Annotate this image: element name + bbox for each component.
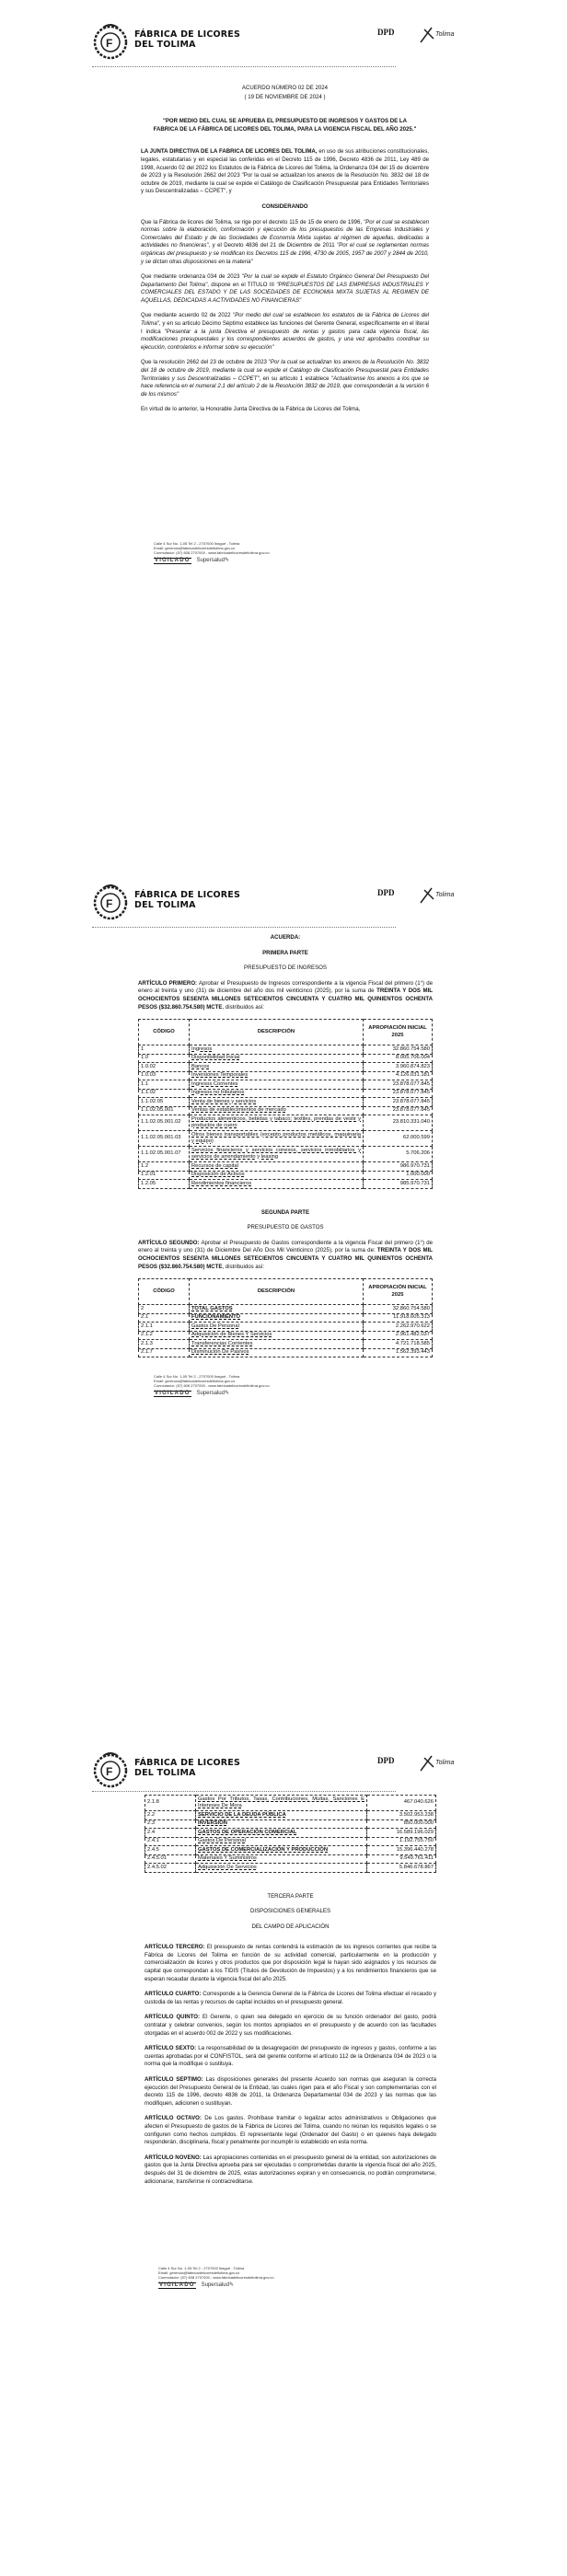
svg-text:F: F xyxy=(106,37,113,50)
row-value: 986.970.731 xyxy=(364,1162,433,1172)
brand-name: FÁBRICA DE LICORES DEL TOLIMA xyxy=(134,1758,241,1778)
table-row xyxy=(139,1162,433,1172)
header-rule xyxy=(92,66,396,70)
article-paragraph xyxy=(145,2154,436,2186)
supersalud-seal-icon: ✎ xyxy=(224,1391,229,1396)
row-code: 1.2.05 xyxy=(139,1180,190,1189)
considerando-heading: CONSIDERANDO xyxy=(261,202,308,210)
table-row xyxy=(145,1837,436,1846)
col-header-codigo: CÓDIGO xyxy=(139,1279,190,1305)
col-header-descripcion: DESCRIPCIÓN xyxy=(190,1279,364,1305)
row-description: Inversiones Temporales xyxy=(190,1071,364,1080)
table-row xyxy=(139,1098,433,1107)
row-code: 2.1.1 xyxy=(139,1323,190,1332)
row-code: 2.4.1 xyxy=(145,1837,196,1846)
table-row xyxy=(139,1348,433,1357)
considerando-paragraph-3: Que mediante acuerdo 02 de 2022 "Por medio del cual se establecen los estatutos de la Fábrica de Licores del Tolima", y en su articulo Décimo Séptimo establece las funciones del Gerente General, específicamente en el literal I indica "Presentar a la junta Directiva el presupuesto de rentas y gastos para cada vigencia fiscal, las modificaciones presupuestales y los correspondientes acuerdos de gastos, y una vez aprobados coordinar su ejecución, controlarlos e informar sobre su ejecución" xyxy=(141,312,429,351)
row-code: 2.4 xyxy=(145,1829,196,1838)
table-row xyxy=(139,1180,433,1189)
tolima-logo-icon xyxy=(419,884,469,905)
table-row xyxy=(139,1106,433,1115)
table-row xyxy=(139,1115,433,1131)
svg-text:Tolima: Tolima xyxy=(435,31,455,38)
row-description: Recursos de capital xyxy=(190,1162,364,1172)
row-value: 2.961.482.037 xyxy=(364,1331,433,1340)
articulo-primero: ARTÍCULO PRIMERO: Aprobar el Presupuesto de Ingresos correspondiente a la vigencia Fiscal del primero (1°) de enero al treinta y uno (31) de diciembre del año dos mil veinticinco (2025), por la suma de TREINTA Y DOS MIL OCHOCIENTOS SESENTA MILLONES SETECIENTOS CINCUENTA Y CUATRO MIL QUINIENTOS OCHENTA PESOS ($32.860.754.580) MCTE, distribuidos así: xyxy=(138,979,433,1011)
row-description: Bancos xyxy=(190,1063,364,1072)
supersalud-label: Supersalud xyxy=(201,2282,229,2288)
row-description: Adquisición de Bienes Y Servicios xyxy=(190,1331,364,1340)
svg-text:Tolima: Tolima xyxy=(435,892,455,898)
row-description: Otros bienes transportables (excepto productos metálicos, maquinaria y equipo) xyxy=(190,1131,364,1147)
vigilado-label: VIGILADO xyxy=(155,1391,191,1396)
row-code: 2.4.5 xyxy=(145,1846,196,1855)
table-row xyxy=(139,1089,433,1098)
svg-text:F: F xyxy=(106,1765,113,1778)
row-code: 1.2.01 xyxy=(139,1171,190,1180)
row-value: 1.562.393.443 xyxy=(364,1348,433,1357)
article-paragraph xyxy=(145,1991,436,2006)
ingresos-table xyxy=(138,1019,433,1189)
dpd-logo: DPD xyxy=(377,1756,395,1765)
row-code: 1.1 xyxy=(139,1080,190,1090)
article-paragraph xyxy=(145,2076,436,2108)
articulo-segundo: ARTÍCULO SEGUNDO: Aprobar el Presupuesto de Gastos correspondiente a la vigencia Fiscal del primero (1°) de enero al treinta y uno (31) de Diciembre Del Año Dos Mil Veinticinco (2025), por la suma de: TREINTA Y DOS MIL OCHOCIENTOS SESENTA MILLONES SETECIENTOS CINCUENTA Y CUATRO MIL QUINIENTOS OCHENTA PESOS ($32.860.754.580) MCTE, distribuidos así: xyxy=(138,1239,434,1270)
row-description: SERVICIO DE LA DEUDA PÚBLICA xyxy=(196,1811,367,1820)
articles-list xyxy=(145,1944,436,2186)
article-text: Corresponde a la Gerencia General de la Fábrica de Licores del Tolima efectuar el recaudo y custodia de las rentas y recursos de capital incluidos en el presupuesto general. xyxy=(145,1991,436,2005)
row-value: 32.860.754.580 xyxy=(364,1305,433,1314)
table-row xyxy=(139,1313,433,1323)
row-value: 8.005.706.004 xyxy=(364,1054,433,1063)
fabrica-licores-logo-icon xyxy=(92,883,129,921)
gastos-table-continued xyxy=(145,1795,436,1873)
article-paragraph xyxy=(145,2115,436,2146)
row-value: 16.589.196.029 xyxy=(367,1829,436,1838)
dpd-logo: DPD xyxy=(377,888,395,897)
table-row xyxy=(139,1131,433,1147)
row-description: Gastos Por Tributos, Tasas, Contribuciones, Multas, Sanciones E Intereses De Mora xyxy=(196,1796,367,1811)
article-paragraph xyxy=(145,1944,436,1983)
row-description: Ingresos Corrientes xyxy=(190,1080,364,1090)
article-label: ARTÍCULO TERCERO: xyxy=(145,1944,205,1951)
row-code: 1.1.02.05.001 xyxy=(139,1106,190,1115)
article-label: ARTÍCULO SEPTIMO: xyxy=(145,2076,203,2083)
row-description: Materiales Y Suministros xyxy=(196,1854,367,1864)
table-row xyxy=(139,1054,433,1063)
row-description: GASTOS DE OPERACIÓN COMERCIAL xyxy=(196,1829,367,1838)
document-page-2 xyxy=(0,861,567,1716)
row-code: 1.1.02 xyxy=(139,1089,190,1098)
article-text: La responsabilidad de la desagregación del presupuesto de ingresos y gastos, conforme a las cuentas aprobadas por el CONFISTOL, será del gerente conforme el artículo 112 de la Ordenanza 034 de 2023 o la norma que la modifique o sustituya. xyxy=(145,2045,436,2068)
row-description: Ingresos xyxy=(190,1045,364,1055)
row-value: 62.000.599 xyxy=(364,1131,433,1147)
row-code: 1.2 xyxy=(139,1162,190,1172)
row-value: 5.846.678.867 xyxy=(367,1864,436,1873)
svg-text:Tolima: Tolima xyxy=(435,1760,455,1766)
tolima-logo-icon xyxy=(419,24,469,44)
table-row xyxy=(139,1340,433,1349)
intro-paragraph: LA JUNTA DIRECTIVA DE LA FABRICA DE LICORES DEL TOLIMA, en uso de sus atribuciones constitucionales, legales, estatutarias y en especial las conferidas en el Decreto 115 de 1996, Decreto 4836 de 2011, Ley 489 de 1998, Acuerdo 02 del 2022 los Estatutos de la Fábrica de Licores del Tolima, la Ordenanza 034 del 15 de diciembre de 2023 y la Resolución 2662 del 2023 "Por la cual se actualizan los anexos de la Resolución No. 3832 del 18 de octubre de 2019, mediante la cual se expide el Catálogo de Clasificación Presupuestal para Entidades Territoriales y sus Descentralizadas – CCPET", y xyxy=(141,148,430,195)
document-page-1 xyxy=(0,0,567,856)
row-description: Ingresos no tributarios xyxy=(190,1089,364,1098)
row-value: 23.810.331.040 xyxy=(364,1115,433,1131)
row-value: 2.262.970.622 xyxy=(364,1323,433,1332)
row-value: 850.000.000 xyxy=(367,1819,436,1829)
row-value: 467.040.626 xyxy=(367,1796,436,1811)
row-code: 1.1.02.05.001.02 xyxy=(139,1115,190,1131)
col-header-apropiacion: APROPIACIÓN INICIAL 2025 xyxy=(364,1020,433,1045)
row-code: 2.4.5.01 xyxy=(145,1854,196,1864)
table-row xyxy=(139,1071,433,1080)
campo-aplicacion-heading: DEL CAMPO DE APLICACIÓN xyxy=(251,1923,330,1930)
table-row xyxy=(145,1829,436,1838)
table-row xyxy=(145,1796,436,1811)
row-description: Gastos De Personal xyxy=(196,1837,367,1846)
primera-parte-heading: PRIMERA PARTE xyxy=(262,949,308,956)
article-label: ARTÍCULO NOVENO: xyxy=(145,2154,202,2161)
row-code: 2.1 xyxy=(139,1313,190,1323)
row-code: 2.4.5.02 xyxy=(145,1864,196,1873)
supersalud-label: Supersalud xyxy=(196,1391,225,1396)
row-description: INVERSIÓN xyxy=(196,1819,367,1829)
row-description: Gastos De Personal xyxy=(190,1323,364,1332)
row-code: 2.1.3 xyxy=(139,1340,190,1349)
brand-name: FÁBRICA DE LICORES DEL TOLIMA xyxy=(134,890,241,910)
row-value: 32.860.754.580 xyxy=(364,1045,433,1055)
row-value: 1.000.000 xyxy=(364,1171,433,1180)
vigilado-label: VIGILADO xyxy=(159,2282,195,2288)
page1-body xyxy=(141,85,429,422)
row-description: Disponibilidad Inicial xyxy=(190,1054,364,1063)
row-description: Productos alimenticios, bebidas y tabaco; textiles, prendas de vestir y productos de cuero xyxy=(190,1115,364,1131)
row-value: 5.706.206 xyxy=(364,1147,433,1162)
article-text: El presupuesto de rentas contendrá la estimación de los ingresos corrientes que recibe la Fábrica de Licores del Tolima en función de su actividad comercial, particularmente en la producción y comercialización de licores y otros productos que por disposición legal le hayan sido asignados y los recursos de capital que correspondan a los TIDIS (Títulos de Devolución de Impuestos) y a los rendimientos financieros que se esperan recaudar durante la vigencia fiscal del año 2025. xyxy=(145,1944,437,1982)
brand-name: FÁBRICA DE LICORES DEL TOLIMA xyxy=(134,29,241,50)
article-text: Las disposiciones generales del presente Acuerdo son normas que aseguran la correcta ejecución del Presupuesto General de la Entidad, las cuales rigen para el año Fiscal y son complementarias con el decreto 115 de 1996, decreto 4836 de 2011, la Ordenanza Departamental 034 de 2023 y las normas que las modifiquen, adicionen o sustituyan. xyxy=(145,2076,436,2107)
supersalud-seal-icon: ✎ xyxy=(228,2282,234,2288)
col-header-descripcion: DESCRIPCIÓN xyxy=(190,1020,364,1045)
col-header-codigo: CÓDIGO xyxy=(139,1020,190,1045)
row-code: 2.1.8 xyxy=(145,1796,196,1811)
article-paragraph xyxy=(145,2014,436,2038)
row-code: 1.0 xyxy=(139,1054,190,1063)
row-description: TOTAL GASTOS xyxy=(190,1305,364,1314)
disposiciones-heading: DISPOSICIONES GENERALES xyxy=(249,1908,331,1915)
page-footer: Calle 4 Sur No. 1-05 Tel 2 - 2707000 Ibagué - Tolima Email: gerencia@fabricadelicoresdeltolima.gov.co Conmutador: (57) 608 2707000 - www.fabricadelicoresdeltolima.gov.co VIGILADO Supersalud✎ xyxy=(154,541,270,563)
row-code: 1 xyxy=(139,1045,190,1055)
acuerdo-title: "POR MEDIO DEL CUAL SE APRUEBA EL PRESUPUESTO DE INGRESOS Y GASTOS DE LA FABRICA DE LA FÁBRICA DE LICORES DEL TOLIMA, PARA LA VIGENCIA FISCAL DEL AÑO 2025." xyxy=(153,118,417,133)
table-row xyxy=(139,1147,433,1162)
table-row xyxy=(145,1819,436,1829)
row-value: 4.721.718.585 xyxy=(364,1340,433,1349)
row-description: Ventas de establecimientos de mercado xyxy=(190,1106,364,1115)
article-text: Las apropiaciones contenidas en el presupuesto general de la entidad, son autorizaciones de gastos que la Junta Directiva aprueba para ser ejecutadas o comprometidas durante la vigencia fiscal del año 2025, después del 31 de diciembre de 2025, estas autorizaciones expiran y en consecuencia, no podrán comprometerse, adicionarse, transferirse ni contracreditarse. xyxy=(145,2154,436,2185)
row-value: 11.918.605.313 xyxy=(364,1313,433,1323)
tercera-parte-heading: TERCERA PARTE xyxy=(267,1892,314,1900)
row-description: Disminución De Pasivos xyxy=(190,1348,364,1357)
vigilado-label: VIGILADO xyxy=(155,558,191,563)
row-description: Rendimientos financieros xyxy=(190,1180,364,1189)
row-value: 23.878.077.845 xyxy=(364,1089,433,1098)
letterhead xyxy=(92,883,479,929)
row-code: 2.1.7 xyxy=(139,1348,190,1357)
row-value: 985.970.731 xyxy=(364,1180,433,1189)
row-value: 1.192.755.750 xyxy=(367,1837,436,1846)
article-label: ARTÍCULO SEXTO: xyxy=(145,2045,197,2052)
header-rule xyxy=(92,927,396,930)
considerando-paragraph-2: Que mediante ordenanza 034 de 2023 "Por la cual se expide el Estatuto Orgánico General Del Presupuesto Del Departamento Del Tolima", dispone en el TITULO III "PRESUPUESTOS DE LAS EMPRESAS INDUSTRIALES Y COMERCIALES DEL ESTADO Y DE LAS SOCIEDADES DE ECONOMIA MIXTA SUJETAS AL REGIMEN DE AQUELLAS, DEDICADAS A ACTIVIDADES NO FINANCIERAS" xyxy=(141,273,429,304)
row-description: Transferencias Corrientes xyxy=(190,1340,364,1349)
article-paragraph xyxy=(145,2045,436,2069)
acuerdo-date: ( 19 DE NOVIEMBRE DE 2024 ) xyxy=(244,93,326,100)
page3-body xyxy=(145,1795,436,2193)
letterhead xyxy=(92,22,479,68)
row-value: 3.502.953.238 xyxy=(367,1811,436,1820)
article-label: ARTÍCULO CUARTO: xyxy=(145,1991,202,1998)
considerando-paragraph-4: Que la resolución 2662 del 23 de octubre de 2023 "Por la cual se actualizan los anexos de la Resolución No. 3832 del 18 de octubre de 2019, mediante la cual se expide el Catálogo de Clasificación Presupuestal para Entidades Territoriales y sus Descentralizadas – CCPET", en su artículo 1 establece "Actualícense los anexos a los que se hace referencia en el numeral 2.1 del artículo 2 de la Resolución 3832 de 2019, que corresponderán a la versión 6 de los mismos" xyxy=(141,359,429,398)
row-value: 23.878.077.845 xyxy=(364,1080,433,1090)
page-footer: Calle 4 Sur No. 1-05 Tel 2 - 2707000 Ibagué - Tolima Email: gerencia@fabricadelicoresdeltolima.gov.co Conmutador: (57) 608 2707000 - www.fabricadelicoresdeltolima.gov.co VIGILADO Supersalud✎ xyxy=(154,1374,270,1396)
considerando-paragraph-5: En virtud de lo anterior, la Honorable Junta Directiva de la Fábrica de Licores del Tolima, xyxy=(141,406,361,413)
row-code: 2.1.2 xyxy=(139,1331,190,1340)
row-value: 4.126.031.181 xyxy=(364,1071,433,1080)
segunda-parte-heading: SEGUNDA PARTE xyxy=(260,1208,310,1216)
row-code: 2.2 xyxy=(145,1811,196,1820)
article-text: De Los gastos. Prohíbase tramitar o legalizar actos administrativos u Obligaciones que afecten el Presupuesto de gastos de la Fábrica de Licores del Tolima, cuando no reúnan los requisitos legales o se configuren como hechos cumplidos. El representante legal (Ordenador del Gasto) o en quienes haya delegado responderán, disciplinaria, fiscal y penalmente por incumplir lo establecido en esta norma. xyxy=(145,2115,436,2146)
row-code: 1.0.03 xyxy=(139,1071,190,1080)
presupuesto-ingresos-heading: PRESUPUESTO DE INGRESOS xyxy=(244,965,327,972)
dpd-logo: DPD xyxy=(377,28,395,37)
row-code: 2 xyxy=(139,1305,190,1314)
col-header-apropiacion: APROPIACIÓN INICIAL 2025 xyxy=(364,1279,433,1305)
svg-text:F: F xyxy=(106,897,113,910)
fabrica-licores-logo-icon xyxy=(92,1750,129,1789)
row-description: Venta de bienes y servicios xyxy=(190,1098,364,1107)
row-code: 1.1.02.05.001.03 xyxy=(139,1131,190,1147)
acuerdo-number: ACUERDO NÚMERO 02 DE 2024 xyxy=(241,85,329,91)
supersalud-label: Supersalud xyxy=(196,558,225,563)
page-footer: Calle 4 Sur No. 1-05 Tel 2 - 2707000 Ibagué - Tolima Email: gerencia@fabricadelicoresdeltolima.gov.co Conmutador: (57) 608 2707000 - www.fabricadelicoresdeltolima.gov.co VIGILADO Supersalud✎ xyxy=(158,2266,274,2288)
table-row xyxy=(139,1323,433,1332)
page2-body xyxy=(138,934,433,1357)
letterhead xyxy=(92,1750,479,1796)
table-row xyxy=(145,1864,436,1873)
acuerda-heading: ACUERDA: xyxy=(270,934,301,941)
article-label: ARTÍCULO OCTAVO: xyxy=(145,2115,202,2122)
supersalud-seal-icon: ✎ xyxy=(224,558,229,563)
table-row xyxy=(139,1045,433,1055)
row-value: 15.396.440.278 xyxy=(367,1846,436,1855)
row-description: Servicios financieros y servicios conexos, servicios inmobiliarios y servicios de arrendamiento y leasing xyxy=(190,1147,364,1162)
table-row xyxy=(139,1305,433,1314)
table-row xyxy=(145,1811,436,1820)
row-value: 9.549.761.411 xyxy=(367,1854,436,1864)
row-code: 1.1.02.05 xyxy=(139,1098,190,1107)
row-code: 2.3 xyxy=(145,1819,196,1829)
table-row xyxy=(139,1080,433,1090)
document-page-3 xyxy=(0,1721,567,2576)
row-description: GASTOS DE COMERCIALIZACIÓN Y PRODUCCIÓN xyxy=(196,1846,367,1855)
presupuesto-gastos-heading: PRESUPUESTO DE GASTOS xyxy=(247,1224,324,1231)
table-row xyxy=(145,1854,436,1864)
row-description: Adquisición De Servicios xyxy=(196,1864,367,1873)
article-text: El Gerente, o quien sea delegado en ejercicio de su función ordenador del gasto, podrá contratar y celebrar convenios, según los montos apropiados en el presupuesto y de acuerdo con las facultades otorgadas en el acuerdo 002 de 2022 y sus modificaciones. xyxy=(145,2014,436,2037)
row-description: FUNCIONAMIENTO xyxy=(190,1313,364,1323)
article-label: ARTÍCULO QUINTO: xyxy=(145,2014,201,2021)
gastos-table xyxy=(138,1278,433,1357)
considerando-paragraph-1: Que la Fábrica de licores del Tolima, se rige por el decreto 115 de 15 de enero de 1996, "Por el cual se establecen normas sobre la elaboración, conformación y ejecución de los presupuestos de las Empresas Industriales y Comerciales del Estado y de las Sociedades de Economía Mixta sujetas al régimen de aquellas, dedicadas a actividades no financieras", y el Decreto 4836 del 21 de Diciembre de 2011 "Por el cual se reglamentan normas orgánicas del presupuesto y se modifican los Decretos 115 de 1996, 4730 de 2005, 1957 de 2007 y 2844 de 2010, y se dictan otras disposiciones en la materia" xyxy=(141,218,429,265)
table-row xyxy=(139,1063,433,1072)
row-value: 3.960.874.823 xyxy=(364,1063,433,1072)
row-code: 1.0.02 xyxy=(139,1063,190,1072)
row-code: 1.1.02.05.001.07 xyxy=(139,1147,190,1162)
table-row xyxy=(139,1171,433,1180)
fabrica-licores-logo-icon xyxy=(92,22,129,61)
row-value: 23.878.077.845 xyxy=(364,1106,433,1115)
tolima-logo-icon xyxy=(419,1752,469,1773)
table-row xyxy=(139,1331,433,1340)
row-description: Disposición de Activos xyxy=(190,1171,364,1180)
row-value: 23.878.077.845 xyxy=(364,1098,433,1107)
table-row xyxy=(145,1846,436,1855)
